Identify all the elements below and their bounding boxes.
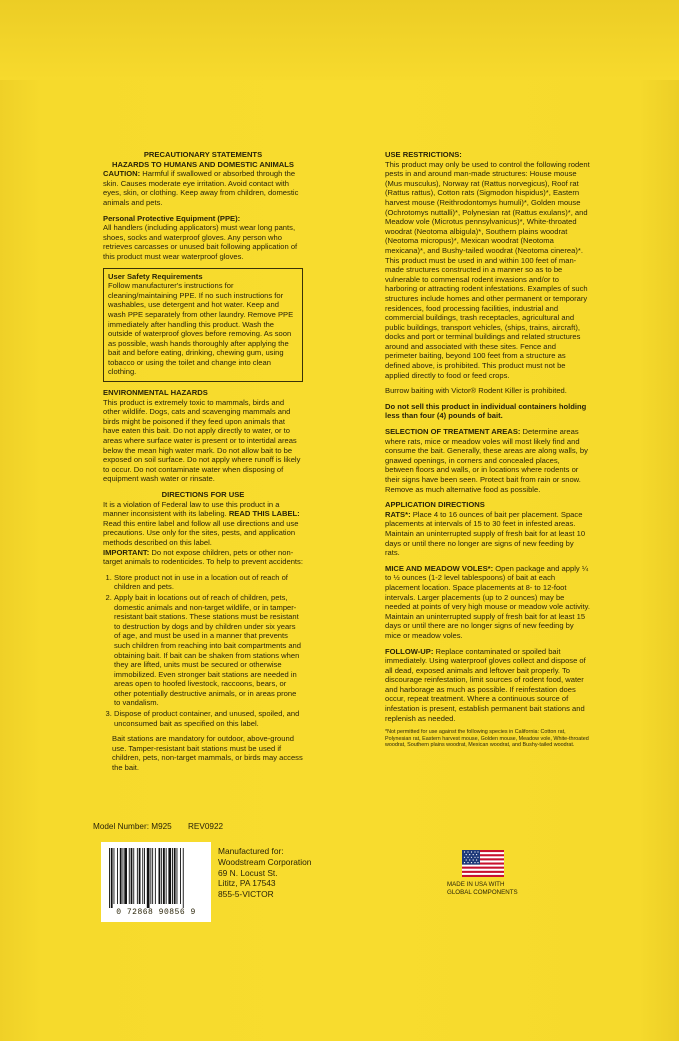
env-hazards-title: ENVIRONMENTAL HAZARDS — [103, 388, 208, 398]
list-item: 3. Dispose of product container, and unused, spoiled, and unconsumed bait as specified on this label. — [114, 709, 303, 728]
origin-line: GLOBAL COMPONENTS — [447, 888, 518, 896]
barcode-bar — [114, 848, 115, 904]
revision-code: REV0922 — [188, 822, 224, 831]
manufacturer-line: Woodstream Corporation — [218, 856, 312, 867]
followup-text: Replace contaminated or spoiled bait immediately. Using waterproof gloves collect and dispose of all dead, exposed animals and leftover bait properly. To discourage reinfestation, limit sources of rodent food, water and harborage as much as possible. If reinfestation does occur, repeat treatment. Where a continuous source of infestation is present, establish permanent bait stations and replenish as needed. — [385, 646, 586, 723]
selection-text: Determine areas where rats, mice or meadow voles will most likely find and consume the bait. Generally, these areas are along walls, by gnawed openings, in corners and concealed places, between floors and walls, or in locations where rodents or their signs have been seen. Protect bait from rain or snow. Remove as much alternative food as possible. — [385, 427, 588, 494]
ppe-text: All handlers (including applicators) must wear long pants, shoes, socks and waterproof gloves. Any person who retrieves carcasses or unused bait following application of this product must wear waterproof gloves. — [103, 223, 298, 261]
env-hazards-text: This product is extremely toxic to mammals, birds and other wildlife. Dogs, cats and scavenging mammals and birds might be poisoned if they feed upon animals that have eaten this bait. Do not apply directly to water, or to areas where surface water is present or to intertidal areas below the mean high water mark. Do not allow bait to be exposed on soil surface. Do not apply where runoff is likely to occur. Do not contaminate water when disposing of equipment wash water or rinsate. — [103, 397, 301, 484]
manufacturer-line: 69 N. Locust St. — [218, 867, 278, 878]
barcode-bar — [129, 848, 130, 904]
barcode-bar — [161, 848, 162, 904]
barcode-bar — [166, 848, 167, 904]
ppe-title: Personal Protective Equipment (PPE): — [103, 213, 241, 223]
barcode-bar — [111, 848, 113, 908]
manufacturer-line: Lititz, PA 17543 — [218, 878, 276, 889]
user-safety-box — [103, 268, 303, 383]
manufacturer-line: Manufactured for: — [218, 846, 284, 856]
model-number: Model Number: M925 — [93, 822, 172, 831]
barcode-bar — [124, 848, 127, 904]
bait-stations-text: Bait stations are mandatory for outdoor, above-ground use. Tamper-resistant bait stations must be used if children, pets, non-target mammals, or birds may access the bait. — [112, 734, 303, 773]
barcode-bar — [163, 848, 165, 904]
barcode-bar — [174, 848, 176, 904]
rats-label: RATS*: — [385, 509, 411, 519]
barcode-bar — [168, 848, 171, 904]
steps-list — [103, 573, 303, 729]
barcode-bar — [133, 848, 134, 904]
barcode-bar — [155, 848, 156, 904]
barcode-bar — [144, 848, 145, 904]
caution-text: Harmful if swallowed or absorbed through the skin. Causes moderate eye irritation. Avoid contact with eyes, skin, or clothing. Keep away from children, domestic animals and pets. — [103, 169, 299, 207]
barcode-bar — [147, 848, 150, 908]
use-restrictions-text: This product may only be used to control the following rodent pests in and around man-made structures: House mouse (Mus musculus), Norway rat (Rattus norvegicus), Roof rat (Rattus rattus), Cotton rats (Sigmodon hispidus)*, Eastern harvest mouse (Reithrodontomys humuli)*, Golden mouse (Ochrotomys nuttalli)*, Polynesian rat (Rattus exulans)*, and Meadow vole (Microtus pennsylvanicus)*, White-throated woodrat (Neotoma albigula)*, Southern plains woodrat (Neotoma micropus)*, Mexican woodrat (Neotoma mexicana)*, and Bushy-tailed woodrat (Neotoma cinerea)*. This product must be used in and within 100 feet of man-made structures constructed in a manner so as to be vulnerable to commensal rodent invasions and/or to harboring or attracting rodent infestations. Examples of such structures include homes and other permanent or temporary residences, food processing facilities, industrial and commercial buildings, trash receptacles, agricultural and public buildings, transport vehicles, (ships, trains, aircraft), docks and port or terminal buildings and related structures around and associated with these sites. Fence and perimeter baiting, beyond 100 feet from a structure as defined above, is prohibited. This product must not be applied directly to food or feed crops. — [385, 159, 590, 380]
mice-text: Open package and apply ¼ to ½ ounces (1-2 level tablespoons) of bait at each placement location. Space placements at 8- to 12-foot intervals. Larger placements (up to 2 ounces) may be needed at points of very high mouse or meadow vole activity. Maintain an uninterrupted supply of fresh bait for at least 15 days or until there are no longer signs of new feeding by mice or meadow voles. — [385, 563, 591, 640]
barcode-bar — [183, 848, 184, 908]
barcode-bar — [180, 848, 181, 904]
barcode-bar — [142, 848, 143, 904]
barcode-bar — [131, 848, 133, 904]
barcode-bar — [120, 848, 122, 904]
barcode-bar — [117, 848, 118, 904]
mice-paragraph — [385, 564, 590, 641]
important-text: Do not expose children, pets or other non-target animals to rodenticides. To help to prevent accidents: — [103, 547, 303, 567]
directions-title: DIRECTIONS FOR USE — [161, 490, 245, 499]
us-flag-icon — [462, 850, 504, 877]
selection-paragraph — [385, 427, 590, 494]
origin-line: MADE IN USA WITH — [447, 881, 505, 888]
followup-label: FOLLOW-UP: — [385, 646, 434, 656]
barcode-bar — [150, 848, 151, 904]
hazards-title: HAZARDS TO HUMANS AND DOMESTIC ANIMALS — [112, 159, 294, 169]
barcode-bar — [152, 848, 153, 904]
made-in-usa-text — [447, 881, 527, 897]
barcode-bar — [139, 848, 141, 904]
barcode-card — [101, 842, 211, 922]
california-footnote: *Not permitted for use against the following species in California: Cotton rat, Polynesian rat, Eastern harvest mouse, Golden mouse, Meadow vole, White-throated woodrat, Southern plains woodrat, Mexican woodrat, and Bushy-tailed woodrat. — [385, 729, 589, 749]
barcode-bar — [177, 848, 178, 904]
list-item: 1. Store product not in use in a location out of reach of children and pets. — [114, 573, 303, 592]
left-label-column — [103, 150, 303, 779]
directions-paragraph — [103, 500, 303, 567]
barcode-bar — [123, 848, 124, 904]
list-item: 2. Apply bait in locations out of reach of children, pets, domestic animals and non-target wildlife, or in tamper-resistant bait stations. These stations must be resistant to destruction by dogs and by children under six years of age, and must be used in a manner that prevents such children from reaching into bait compartments and obtaining bait. If bait can be shaken from stations when they are lifted, units must be secured or otherwise immobilized. Even stronger bait stations are needed in areas open to hoofed livestock, raccoons, bears, or other potentially destructive animals, or in areas prone to vandalism. — [114, 593, 303, 708]
important-label: IMPORTANT: — [103, 547, 150, 557]
directions-text-1: It is a violation of Federal law to use this product in a manner inconsistent with its labeling. — [103, 499, 280, 519]
manufacturer-line: 855-5-VICTOR — [218, 889, 274, 900]
user-safety-title: User Safety Requirements — [108, 271, 203, 281]
manufacturer-block — [218, 846, 311, 900]
burrow-text: Burrow baiting with Victor® Rodent Killer is prohibited. — [385, 386, 567, 396]
barcode-bar — [159, 848, 161, 904]
use-restrictions-title: USE RESTRICTIONS: — [385, 150, 462, 159]
right-label-column — [385, 150, 590, 755]
rats-paragraph — [385, 510, 590, 558]
caution-paragraph — [103, 169, 303, 207]
barcode-bar — [109, 848, 110, 908]
read-label: READ THIS LABEL: — [228, 509, 300, 519]
mice-label: MICE AND MEADOW VOLES*: — [385, 563, 494, 573]
selection-title: SELECTION OF TREATMENT AREAS: — [385, 427, 521, 437]
caution-label: CAUTION: — [103, 169, 141, 179]
do-not-sell-text: Do not sell this product in individual containers holding less than four (4) pounds of bait. — [385, 401, 587, 421]
bag-top-seal — [0, 0, 679, 80]
barcode-number: 0 72868 90856 9 — [116, 908, 196, 917]
followup-paragraph — [385, 647, 590, 724]
barcode-bar — [137, 848, 138, 904]
barcode-bar — [172, 848, 173, 904]
precautionary-title: PRECAUTIONARY STATEMENTS — [143, 150, 263, 159]
directions-text-2: Read this entire label and follow all use directions and use precautions. Use only for the sites, pests, and application methods described on this label. — [103, 518, 299, 547]
user-safety-text: Follow manufacturer's instructions for cleaning/maintaining PPE. If no such instructions for washables, use detergent and hot water. Keep and wash PPE separately from other laundry. Remove PPE immediately after handling this product. Wash the outside of waterproof gloves before removing. As soon as possible, wash hands thoroughly after applying the bait and before eating, drinking, chewing gum, using tobacco or using the toilet and change into clean clothing. — [108, 281, 294, 377]
model-line — [93, 822, 237, 831]
application-title: APPLICATION DIRECTIONS — [385, 500, 485, 510]
rats-text: Place 4 to 16 ounces of bait per placement. Space placements at intervals of 15 to 30 feet in infested areas. Maintain an uninterrupted supply of fresh bait for at least 10 days or until there no longer are signs of new feeding by rats. — [385, 509, 586, 558]
